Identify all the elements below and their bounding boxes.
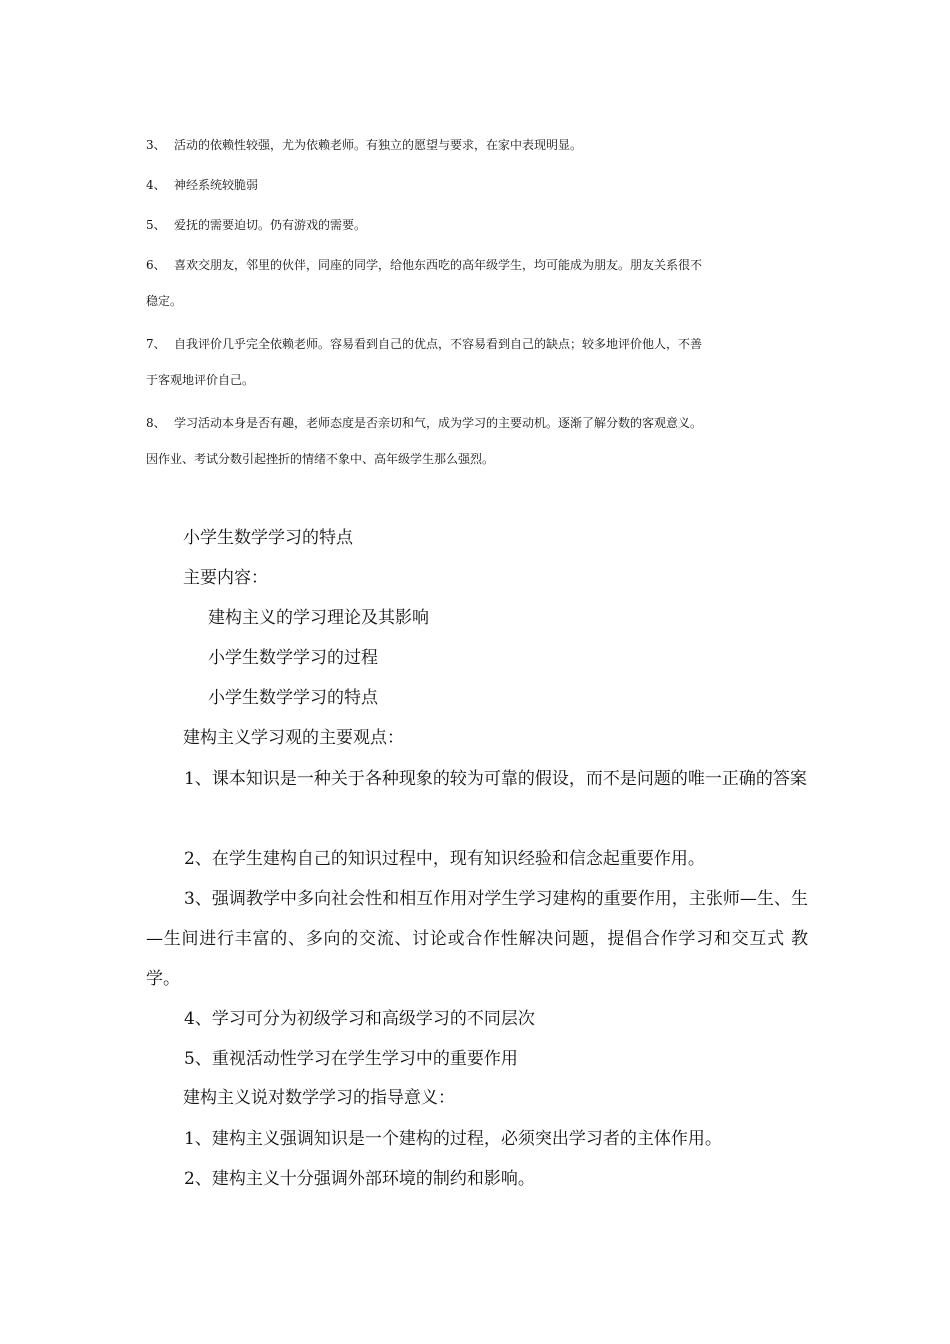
view-paragraph: 2、在学生建构自己的知识过程中，现有知识经验和信念起重要作用。 bbox=[184, 849, 705, 869]
contents-item: 小学生数学学习的过程 bbox=[208, 648, 378, 668]
list-number: 7、 bbox=[146, 337, 166, 351]
list-item bbox=[146, 177, 808, 193]
view-paragraph: 1、课本知识是一种关于各种现象的较为可靠的假设，而不是问题的唯一正确的答案 bbox=[184, 769, 807, 789]
view-paragraph: 5、重视活动性学习在学生学习中的重要作用 bbox=[184, 1049, 518, 1069]
view-paragraph: 3、强调教学中多向社会性和相互作用对学生学习建构的重要作用，主张师—生、生—生间进行丰富的、多向的交流、讨论或合作性解决问题，提倡合作学习和交互式 教学。 bbox=[146, 889, 808, 989]
list-text: 自我评价几乎完全依赖老师。容易看到自己的优点，不容易看到自己的缺点；较多地评价他人，不善 bbox=[174, 337, 703, 351]
contents-item: 小学生数学学习的特点 bbox=[208, 688, 378, 708]
list-number: 6、 bbox=[146, 258, 166, 272]
contents-label: 主要内容： bbox=[183, 568, 268, 588]
list-text: 爱抚的需要迫切。仍有游戏的需要。 bbox=[174, 218, 367, 232]
contents-item: 建构主义的学习理论及其影响 bbox=[208, 608, 429, 628]
list-number: 4、 bbox=[146, 178, 166, 192]
views-heading: 建构主义学习观的主要观点： bbox=[183, 728, 404, 748]
guide-paragraph: 2、建构主义十分强调外部环境的制约和影响。 bbox=[184, 1169, 535, 1189]
list-item bbox=[146, 415, 808, 467]
list-item bbox=[146, 137, 808, 153]
guide-paragraph: 1、建构主义强调知识是一个建构的过程，必须突出学习者的主体作用。 bbox=[184, 1129, 722, 1149]
list-item bbox=[146, 217, 808, 233]
list-text-continuation: 于客观地评价自己。 bbox=[146, 373, 255, 387]
list-text-continuation: 因作业、考试分数引起挫折的情绪不象中、高年级学生那么强烈。 bbox=[146, 452, 495, 466]
list-text: 喜欢交朋友，邻里的伙伴，同座的同学，给他东西吃的高年级学生，均可能成为朋友。朋友关系很不 bbox=[174, 258, 703, 272]
section-title: 小学生数学学习的特点 bbox=[183, 528, 353, 548]
guide-heading: 建构主义说对数学学习的指导意义： bbox=[183, 1088, 455, 1108]
list-item bbox=[146, 336, 808, 388]
list-number: 8、 bbox=[146, 416, 166, 430]
list-text: 神经系统较脆弱 bbox=[174, 178, 259, 192]
list-text: 学习活动本身是否有趣，老师态度是否亲切和气，成为学习的主要动机。逐渐了解分数的客观意义。 bbox=[174, 416, 703, 430]
list-number: 5、 bbox=[146, 218, 166, 232]
list-text: 活动的依赖性较强，尤为依赖老师。有独立的愿望与要求，在家中表现明显。 bbox=[174, 138, 583, 152]
list-item bbox=[146, 257, 808, 309]
list-number: 3、 bbox=[146, 138, 166, 152]
view-paragraph: 4、学习可分为初级学习和高级学习的不同层次 bbox=[184, 1009, 535, 1029]
list-text-continuation: 稳定。 bbox=[146, 294, 183, 308]
